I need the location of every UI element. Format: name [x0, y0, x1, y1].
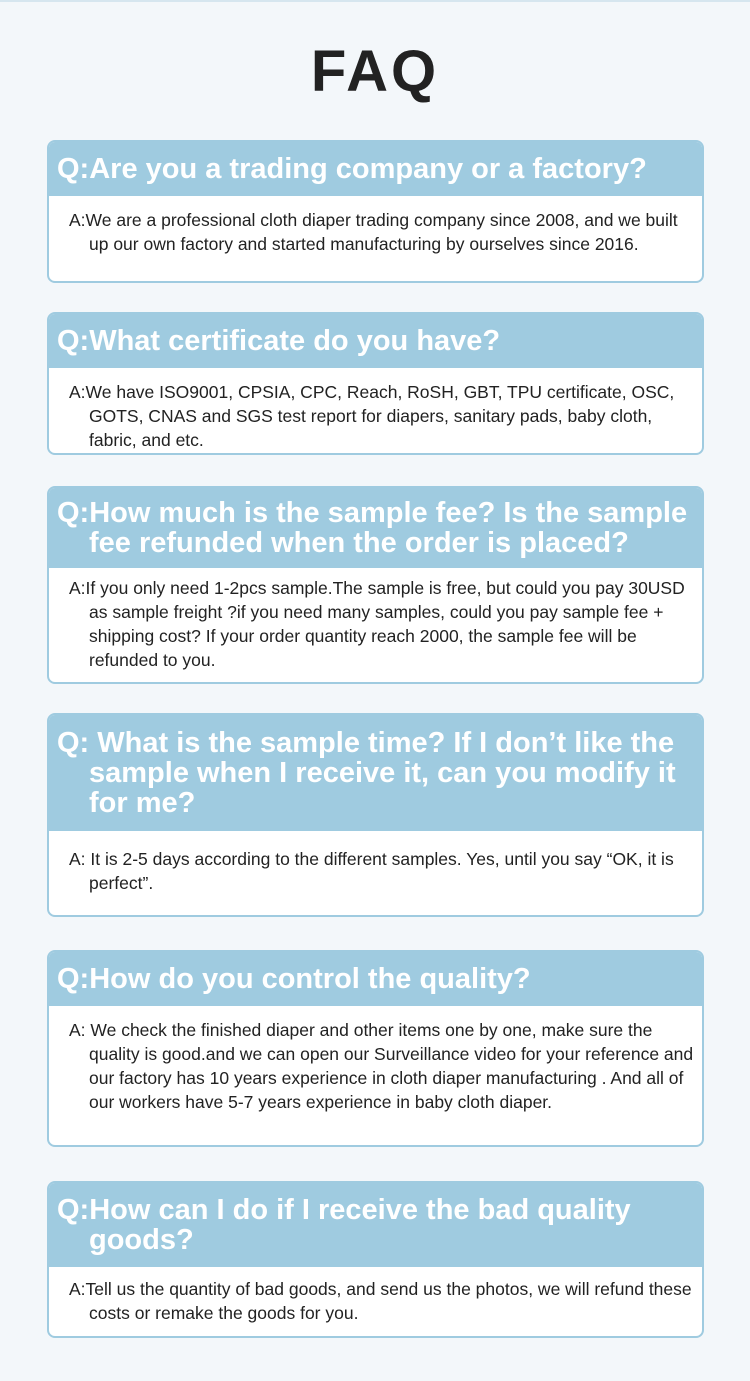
faq-card [47, 486, 704, 684]
faq-card [47, 713, 704, 917]
faq-answer: A:We are a professional cloth diaper trading company since 2008, and we built up our own factory and started manufacturing by ourselves since 2016. [69, 210, 678, 254]
faq-card [47, 312, 704, 455]
faq-question: Q: What is the sample time? If I don’t like the sample when I receive it, can you modify it for me? [49, 715, 702, 831]
faq-card [47, 140, 704, 283]
faq-question: Q:How can I do if I receive the bad quality goods? [49, 1183, 702, 1267]
faq-question: Q:How do you control the quality? [49, 952, 702, 1006]
faq-question: Q:How much is the sample fee? Is the sample fee refunded when the order is placed? [49, 488, 702, 568]
faq-answer: A:If you only need 1-2pcs sample.The sample is free, but could you pay 30USD as sample freight ?if you need many samples, could you pay sample fee + shipping cost? If your order quantity reach 2000, the sample fee will be refunded to you. [69, 578, 685, 670]
faq-card [47, 1181, 704, 1338]
faq-question: Q:Are you a trading company or a factory? [49, 142, 702, 196]
faq-answer: A:Tell us the quantity of bad goods, and send us the photos, we will refund these costs or remake the goods for you. [69, 1279, 692, 1323]
faq-question: Q:What certificate do you have? [49, 314, 702, 368]
faq-answer: A: We check the finished diaper and other items one by one, make sure the quality is good.and we can open our Surveillance video for your reference and our factory has 10 years experience in cloth diaper manufacturing . And all of our workers have 5-7 years experience in baby cloth diaper. [69, 1020, 694, 1112]
page-title: FAQ [310, 39, 440, 104]
top-divider [0, 0, 750, 2]
faq-card [47, 950, 704, 1147]
faq-answer: A:We have ISO9001, CPSIA, CPC, Reach, RoSH, GBT, TPU certificate, OSC, GOTS, CNAS and SGS test report for diapers, sanitary pads, baby cloth, fabric, and etc. [69, 382, 675, 450]
faq-answer: A: It is 2-5 days according to the different samples. Yes, until you say “OK, it is perfect”. [69, 849, 674, 893]
